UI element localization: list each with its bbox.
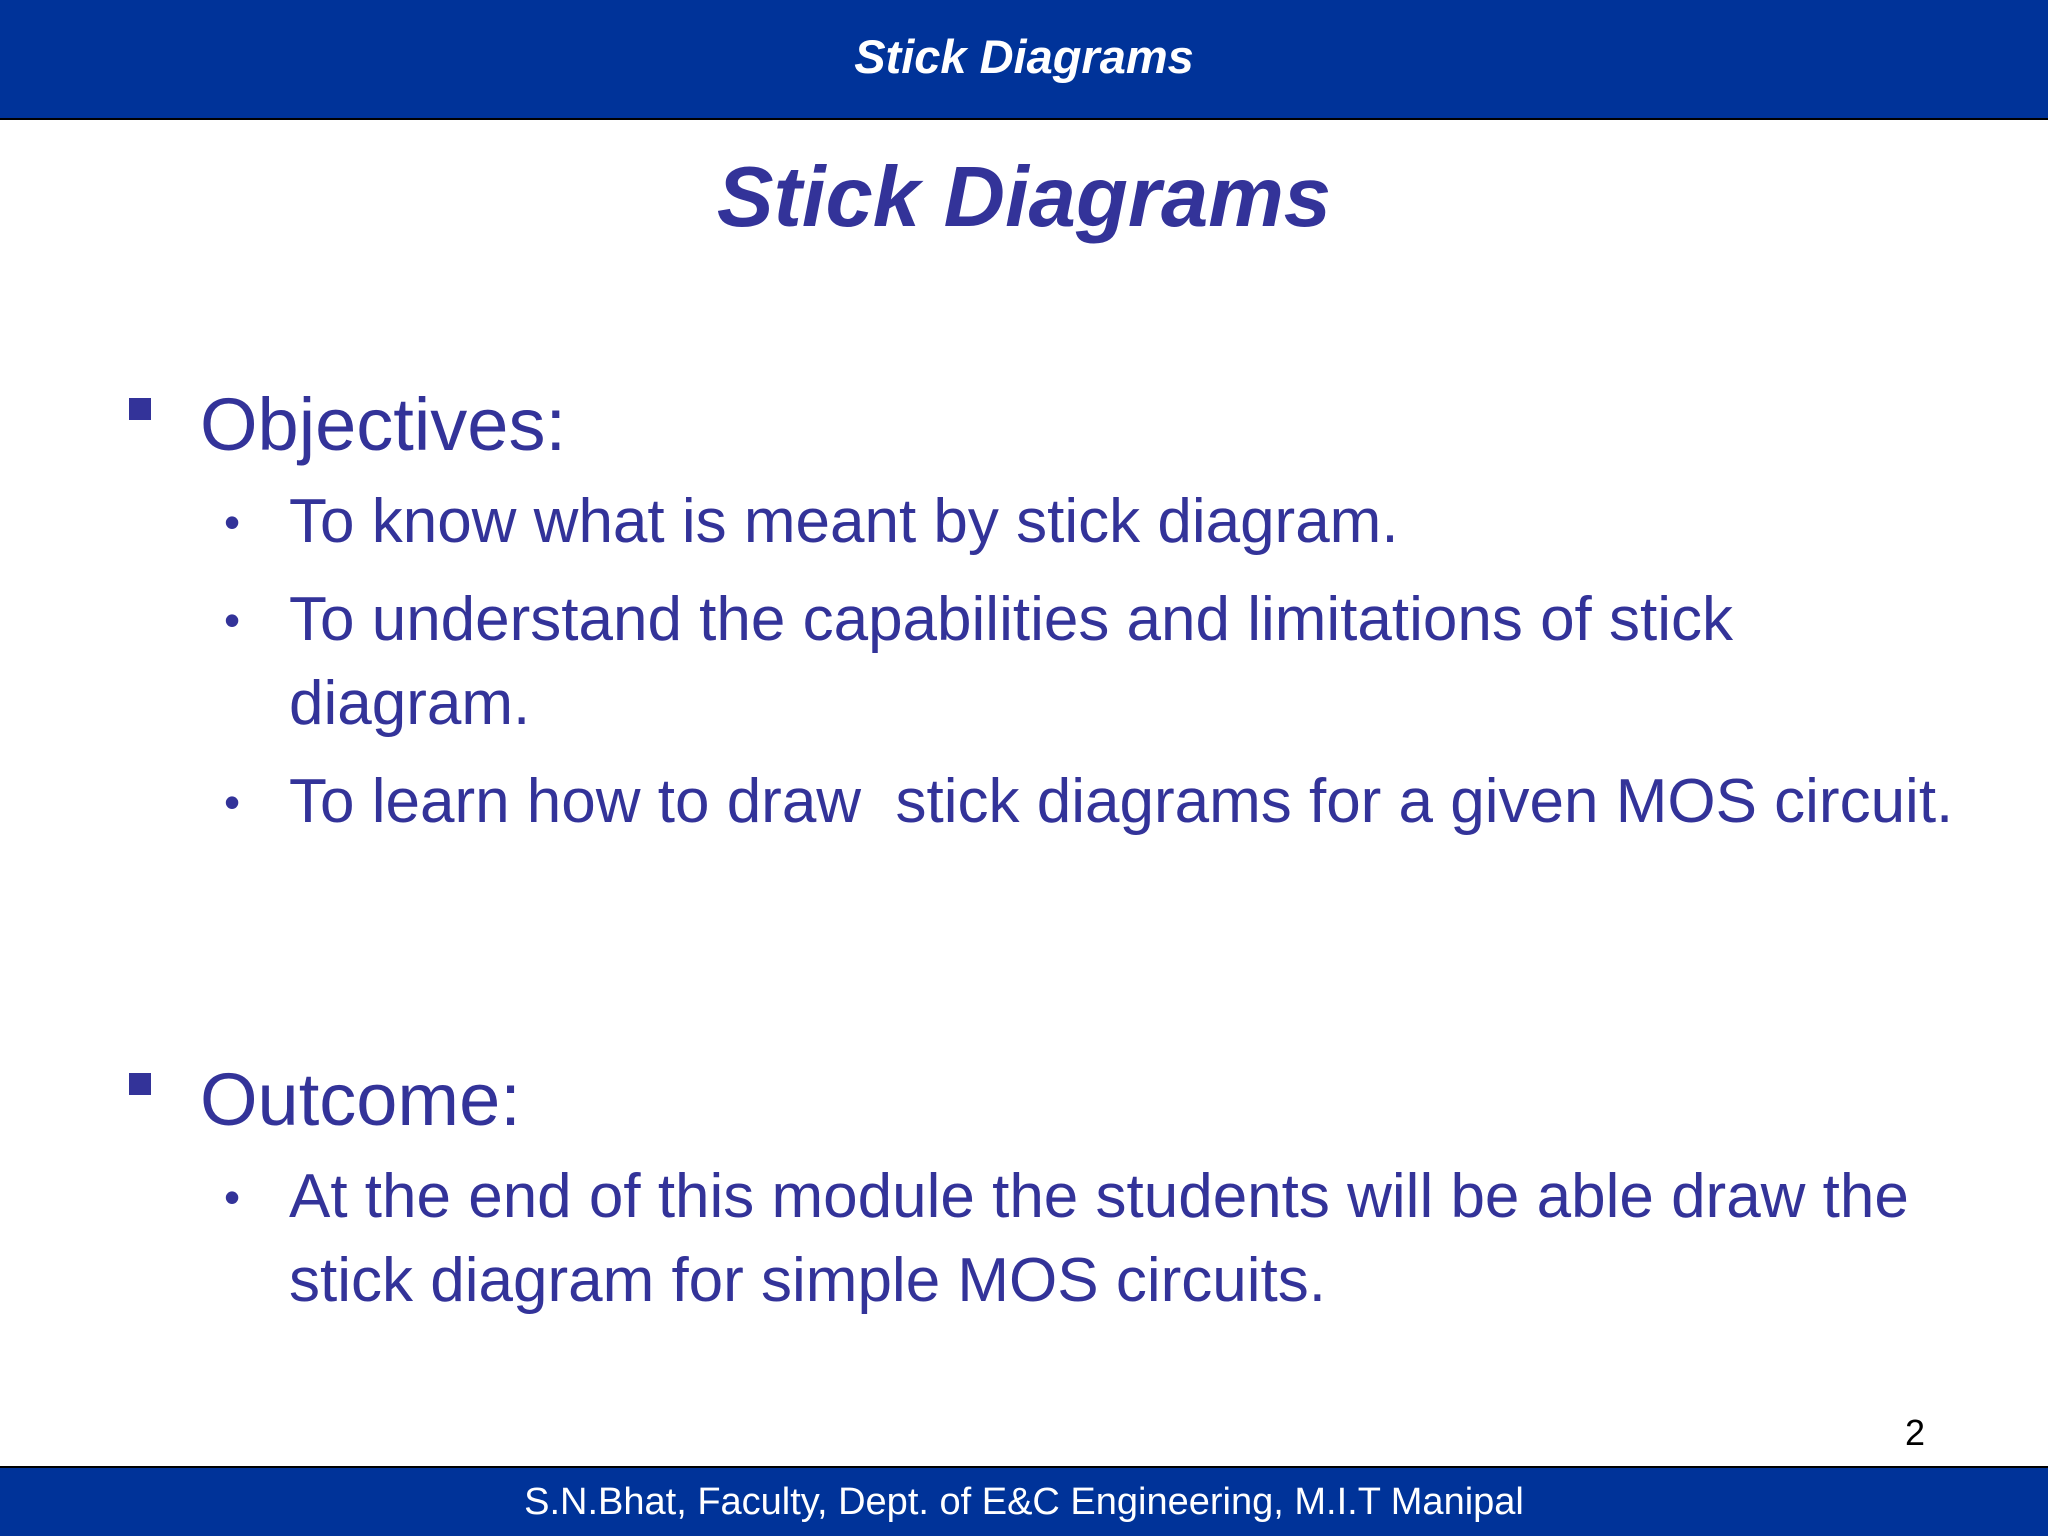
square-bullet-icon xyxy=(129,1073,151,1095)
objective-text-3: To learn how to draw stick diagrams for a given MOS circuit. xyxy=(289,767,1954,836)
outcome-heading: Outcome: xyxy=(200,1058,521,1141)
header-title: Stick Diagrams xyxy=(854,29,1194,83)
outcome-text-1: At the end of this module the students will be able draw the stick diagram for simple MOS circuits. xyxy=(289,1162,1927,1315)
round-bullet-icon: • xyxy=(224,776,241,828)
slide-title: Stick Diagrams xyxy=(716,150,1332,245)
objective-text-1: To know what is meant by stick diagram. xyxy=(289,487,1399,556)
round-bullet-icon: • xyxy=(224,496,241,548)
outcome-heading-row xyxy=(0,1055,2048,1145)
list-item xyxy=(0,480,2048,564)
square-bullet-icon xyxy=(129,398,151,420)
objectives-heading-row xyxy=(0,380,2048,470)
page-number: 2 xyxy=(1904,1412,1925,1453)
list-item xyxy=(0,1155,2048,1323)
objectives-heading: Objectives: xyxy=(200,383,567,466)
outcome-section xyxy=(0,1055,2048,1323)
objective-text-2: To understand the capabilities and limitations of stick diagram. xyxy=(289,585,1751,738)
round-bullet-icon: • xyxy=(224,1171,241,1223)
header-bar xyxy=(0,0,2048,120)
footer-bar xyxy=(0,1466,2048,1536)
round-bullet-icon: • xyxy=(224,594,241,646)
list-item xyxy=(0,578,2048,746)
footer-text: S.N.Bhat, Faculty, Dept. of E&C Engineering, M.I.T Manipal xyxy=(524,1481,1524,1523)
list-item xyxy=(0,760,2048,844)
objectives-section xyxy=(0,380,2048,844)
